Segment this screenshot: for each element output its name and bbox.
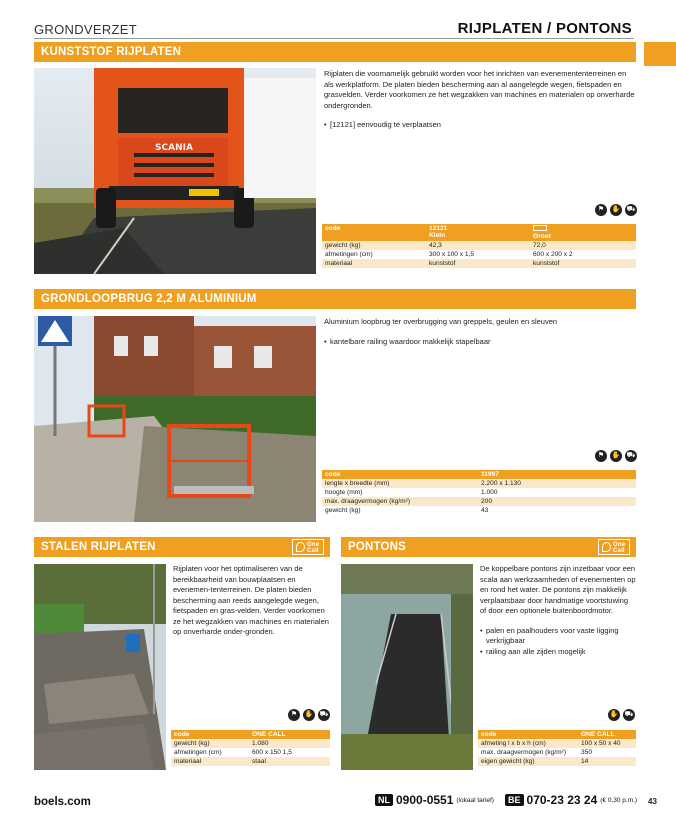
pontons-bullet: • railing aan alle zijden mogelijk bbox=[480, 647, 636, 658]
table-row: materiaal kunststof kunststof bbox=[322, 259, 636, 268]
table-row: lengte x breedte (mm) 2.200 x 1.130 bbox=[322, 479, 636, 488]
section-label: GRONDVERZET bbox=[34, 22, 137, 37]
photo-pontons bbox=[341, 564, 473, 770]
photo-truck-rijplaten bbox=[34, 68, 316, 274]
hand-icon: ✋ bbox=[608, 709, 620, 721]
service-icons bbox=[288, 709, 330, 721]
page-number: 43 bbox=[648, 797, 657, 806]
table-header-row: code 11997 bbox=[322, 470, 636, 479]
truck-icon: ⛟ bbox=[318, 709, 330, 721]
table-row: eigen gewicht (kg) 14 bbox=[478, 757, 636, 766]
pontons-spec-table bbox=[478, 730, 636, 766]
truck-icon: ⛟ bbox=[623, 709, 635, 721]
truck-icon: ⛟ bbox=[625, 450, 637, 462]
kunststof-description bbox=[324, 69, 636, 131]
loopbrug-spec-table bbox=[322, 470, 636, 515]
footer-phone-be bbox=[505, 793, 637, 807]
pontons-bullet: • palen en paalhouders voor vaste ligging verkrijgbaar bbox=[480, 626, 636, 647]
kunststof-bullet: • [12121] eenvoudig te verplaatsen bbox=[324, 120, 636, 131]
loopbrug-text: Aluminium loopbrug ter overbrugging van greppels, geulen en sleuven bbox=[324, 317, 558, 326]
table-row: materiaal staal bbox=[171, 757, 330, 766]
delivery-icon: ⚑ bbox=[595, 450, 607, 462]
photo-loopbrug bbox=[34, 316, 316, 522]
phone-note: (lokaal tarief) bbox=[456, 796, 494, 804]
stalen-spec-table bbox=[171, 730, 330, 766]
hand-icon: ✋ bbox=[610, 204, 622, 216]
page-title: RIJPLATEN / PONTONS bbox=[457, 20, 632, 37]
section-bar-stalen bbox=[34, 537, 330, 557]
table-header-row bbox=[322, 224, 636, 241]
loopbrug-description bbox=[324, 317, 636, 347]
table-row: gewicht (kg) 1.080 bbox=[171, 739, 330, 748]
country-code-badge: NL bbox=[375, 794, 393, 806]
table-header-row: code ONE CALL bbox=[171, 730, 330, 739]
phone-number: 070-23 23 24 bbox=[526, 793, 598, 807]
table-cell: 12121 Klein bbox=[426, 224, 530, 241]
header-divider bbox=[34, 38, 634, 39]
pontons-text: De koppelbare pontons zijn inzetbaar voor een scala aan werkzaamheden of evenementen op en rond het water. De pontons zijn makkelijk verplaatsbaar door handmatige voortstuwing of door een optionele buitenboordmotor. bbox=[480, 564, 636, 615]
kunststof-spec-table bbox=[322, 224, 636, 268]
kunststof-text: Rijplaten die voornamelijk gebruikt worden voor het inrichten van evenemententerreinen en als werkplatform. De platen bieden bescherming aan al aangelegde wegen, fietspaden en grasvelden. Verder voorkomen ze het wegzakken van machines en materialen op onverharde ondergronden. bbox=[324, 69, 635, 110]
one-call-badge: One Call bbox=[598, 539, 630, 555]
table-row: gewicht (kg) 42,3 72,0 bbox=[322, 241, 636, 250]
table-row: max. draagvermogen (kg/m²) 350 bbox=[478, 748, 636, 757]
country-code-badge: BE bbox=[505, 794, 524, 806]
photo-stalen-rijplaten bbox=[34, 564, 166, 770]
section-title: PONTONS bbox=[348, 541, 407, 553]
table-cell: code bbox=[322, 224, 426, 241]
hand-icon: ✋ bbox=[303, 709, 315, 721]
one-call-badge: One Call bbox=[292, 539, 324, 555]
service-icons bbox=[595, 204, 637, 216]
phone-note: (€ 0,30 p.m.) bbox=[600, 796, 638, 804]
section-title: STALEN RIJPLATEN bbox=[41, 541, 156, 553]
delivery-icon: ⚑ bbox=[288, 709, 300, 721]
table-row: afmetingen (cm) 600 x 150 1,5 bbox=[171, 748, 330, 757]
section-title: GRONDLOOPBRUG 2,2 M ALUMINIUM bbox=[41, 293, 257, 305]
section-bar-pontons bbox=[341, 537, 636, 557]
table-row: max. draagvermogen (kg/m²) 200 bbox=[322, 497, 636, 506]
table-row: afmetingen (cm) 300 x 100 x 1,5 600 x 200 x 2 bbox=[322, 250, 636, 259]
section-bar-kunststof bbox=[34, 42, 636, 62]
footer-phone-nl bbox=[375, 793, 494, 807]
truck-brand-text: SCANIA bbox=[155, 143, 193, 153]
phone-number: 0900-0551 bbox=[396, 793, 454, 807]
table-cell: Groot bbox=[530, 224, 636, 241]
side-tab bbox=[644, 42, 676, 66]
service-icons bbox=[608, 709, 635, 721]
stalen-description bbox=[173, 564, 330, 638]
table-row: afmeting l x b x h (cm) 100 x 50 x 40 bbox=[478, 739, 636, 748]
loopbrug-bullet: • kantelbare railing waardoor makkelijk stapelbaar bbox=[324, 337, 636, 348]
truck-icon: ⛟ bbox=[625, 204, 637, 216]
table-row: gewicht (kg) 43 bbox=[322, 506, 636, 515]
table-row: hoogte (mm) 1.000 bbox=[322, 488, 636, 497]
hand-icon: ✋ bbox=[610, 450, 622, 462]
section-bar-loopbrug bbox=[34, 289, 636, 309]
section-title: KUNSTSTOF RIJPLATEN bbox=[41, 46, 182, 58]
stalen-text: Rijplaten voor het optimaliseren van de bereikbaarheid van bouwplaatsen en evenemen-tenterreinen. De platen bieden bescherming aan reeds aangelegde wegen, fietspaden en gras-velden. Verder voorkomen ze het wegzakken van machines en materialen op onverharde onder-gronden. bbox=[173, 564, 329, 636]
service-icons bbox=[595, 450, 637, 462]
pontons-description bbox=[480, 564, 636, 657]
footer-site-link[interactable]: boels.com bbox=[34, 796, 91, 808]
delivery-icon: ⚑ bbox=[595, 204, 607, 216]
table-header-row: code ONE CALL bbox=[478, 730, 636, 739]
